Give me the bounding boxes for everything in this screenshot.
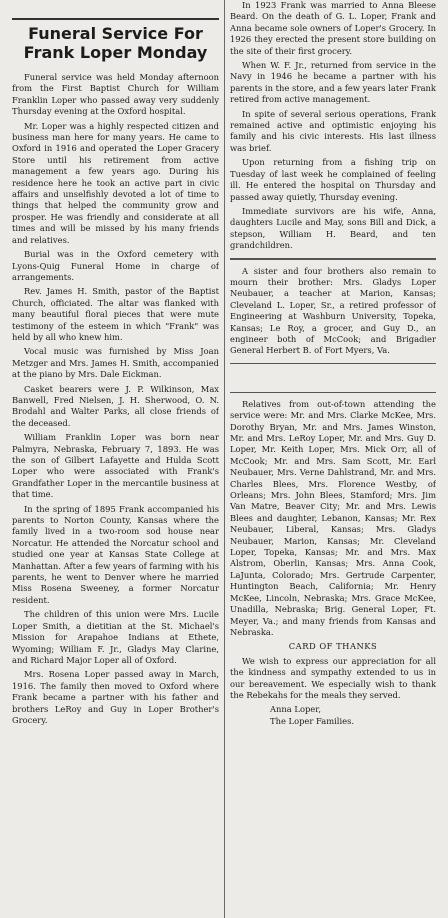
obituary-paragraph: In 1923 Frank was married to Anna Bleese Beard. On the death of G. L. Loper, Frank and Anna became sole owners of Loper's Grocery. In 1926 they erected the present store building on the site of their first grocery. [230,0,436,56]
card-of-thanks-body: We wish to express our appreciation for all the kindness and sympathy extended to us in our bereavement. We especially wish to thank the Rebekahs for the meals they served. [230,655,436,700]
obituary-paragraph: Vocal music was furnished by Miss Joan Metzger and Mrs. James H. Smith, accompanied at the piano by Mrs. Dale Eickman. [12,346,219,380]
left-column [12,0,219,918]
obituary-paragraph: Mr. Loper was a highly respected citizen and business man here for many years. He came to Oxford in 1916 and operated the Loper Gracery Store until his retirement from active management a few years ago. During his residence here he took an active part in civic affairs and unselfishly devoted a lot of time to things that helped the community grow and prosper. He was friendly and considerate at all times and will be missed by his many friends and relatives. [12,120,219,245]
obituary-paragraph: Immediate survivors are his wife, Anna, daughters Lucile and May, sons Bill and Dick, a stepson, William H. Beard, and ten grandchildren. [230,205,436,251]
column-divider [224,0,225,918]
obituary-paragraph: Funeral service was held Monday afternoon from the First Baptist Church for William Franklin Loper who passed away very suddenly Thursday evening at the Oxford hospital. [12,72,219,117]
obituary-paragraph: Mrs. Rosena Loper passed away in March, 1916. The family then moved to Oxford where Frank became a partner with his father and brothers LeRoy and Guy in Loper Brother's Grocery. [12,669,219,725]
relatives-paragraph: Relatives from out-of-town attending the service were: Mr. and Mrs. Clarke McKee, Mrs. Dorothy Bryan, Mr. and Mrs. James Winston, Mr. and Mrs. LeRoy Loper, Mr. and Mrs. Guy D. Loper, Mr. Keith Loper, Mrs. Mick Orr, all of McCook; Mr. and Mrs. Sam Scott, Mr. Earl Neubauer, Mrs. Verne Dahlstrand, Mr. and Mrs. Charles Blees, Mrs. Florence Westby, of Orleans; Mrs. John Blees, Stamford; Mrs. Jim Van Matre, Beaver City; Mr. and Mrs. Lewis Blees and daughter, Lebanon, Kansas; Mr. Rex Neubauer, Liberal, Kansas; Mrs. Gladys Neubauer, Marion, Kansas; Mr. Cleveland Loper, Topeka, Kansas; Mr. and Mrs. Max Alstrom, Oberlin, Kansas; Mrs. Anna Cook, LaJunta, Colorado; Mrs. Gertrude Carpenter, Huntington Beach, California; Mr. Henry McKee, Lincoln, Nebraska; Mrs. Grace McKee, Unadilla, Nebraska; Brig. General Loper, Ft. Meyer, Va.; and many friends from Kansas and Nebraska. [230,398,436,637]
signature-line: Anna Loper, [270,704,321,715]
spacer [230,370,436,386]
signature-line: The Loper Families. [270,715,354,726]
obituary-paragraph: Burial was in the Oxford cemetery with Lyons-Quig Funeral Home in charge of arrangements. [12,249,219,282]
obituary-paragraph: In the spring of 1895 Frank accompanied his parents to Norton County, Kansas where the family lived in a two-room sod house near Norcatur. He attended the Norcatur school and studied one year at Kansas State College at Manhattan. After a few years of farming with his parents, he went to Denver where he married Miss Rosena Sweeney, a former Norcatur resident. [12,503,219,605]
obituary-paragraph: Casket bearers were J. P. Wilkinson, Max Banwell, Fred Nielsen, J. H. Sherwood, O. N. Brodahl and Walter Parks, all close friends of the deceased. [12,383,219,428]
survivors-paragraph: A sister and four brothers also remain to mourn their brother: Mrs. Gladys Loper Neubauer, a teacher at Marion, Kansas; Cleveland L. Loper, Sr., a retired professor of Engineering at Washburn University, Topeka, Kansas; Le Roy, a grocer, and Guy D., an engineer both of McCook; and Brigadier General Herbert B. of Fort Myers, Va. [230,265,436,356]
obituary-paragraph: In spite of several serious operations, Frank remained active and optimistic enjoying his family and his civic interests. His last illness was brief. [230,108,436,153]
right-column [230,0,436,918]
card-of-thanks-title: CARD OF THANKS [288,641,378,652]
section-divider [230,392,436,393]
obituary-paragraph: Rev. James H. Smith, pastor of the Baptist Church, officiated. The altar was flanked with many beautiful floral pieces that were mute testimony of the esteem in which "Frank" was held by all who knew him. [12,286,219,342]
obituary-paragraph: Upon returning from a fishing trip on Tuesday of last week he complained of feeling ill. He entered the hospital on Thursday and passed away quietly, Thursday evening. [230,157,436,202]
section-divider [230,363,436,364]
headline: Funeral Service For Frank Loper Monday [12,18,219,62]
obituary-paragraph: William Franklin Loper was born near Palmyra, Nebraska, February 7, 1893. He was the son of Gilbert Lafayette and Hulda Scott Loper who were associated with Frank's Grandfather Loper in the mercantile business at that time. [12,432,219,500]
obituary-paragraph: The children of this union were Mrs. Lucile Loper Smith, a dietitian at the St. Michael's Mission for Arapahoe Indians at Ethete, Wyoming; William F. Jr., Gladys May Clarine, and Richard Major Loper all of Oxford. [12,609,219,665]
section-divider [230,258,436,260]
obituary-paragraph: When W. F. Jr., returned from service in the Navy in 1946 he became a partner with his parents in the store, and a few years later Frank retired from active management. [230,60,436,105]
